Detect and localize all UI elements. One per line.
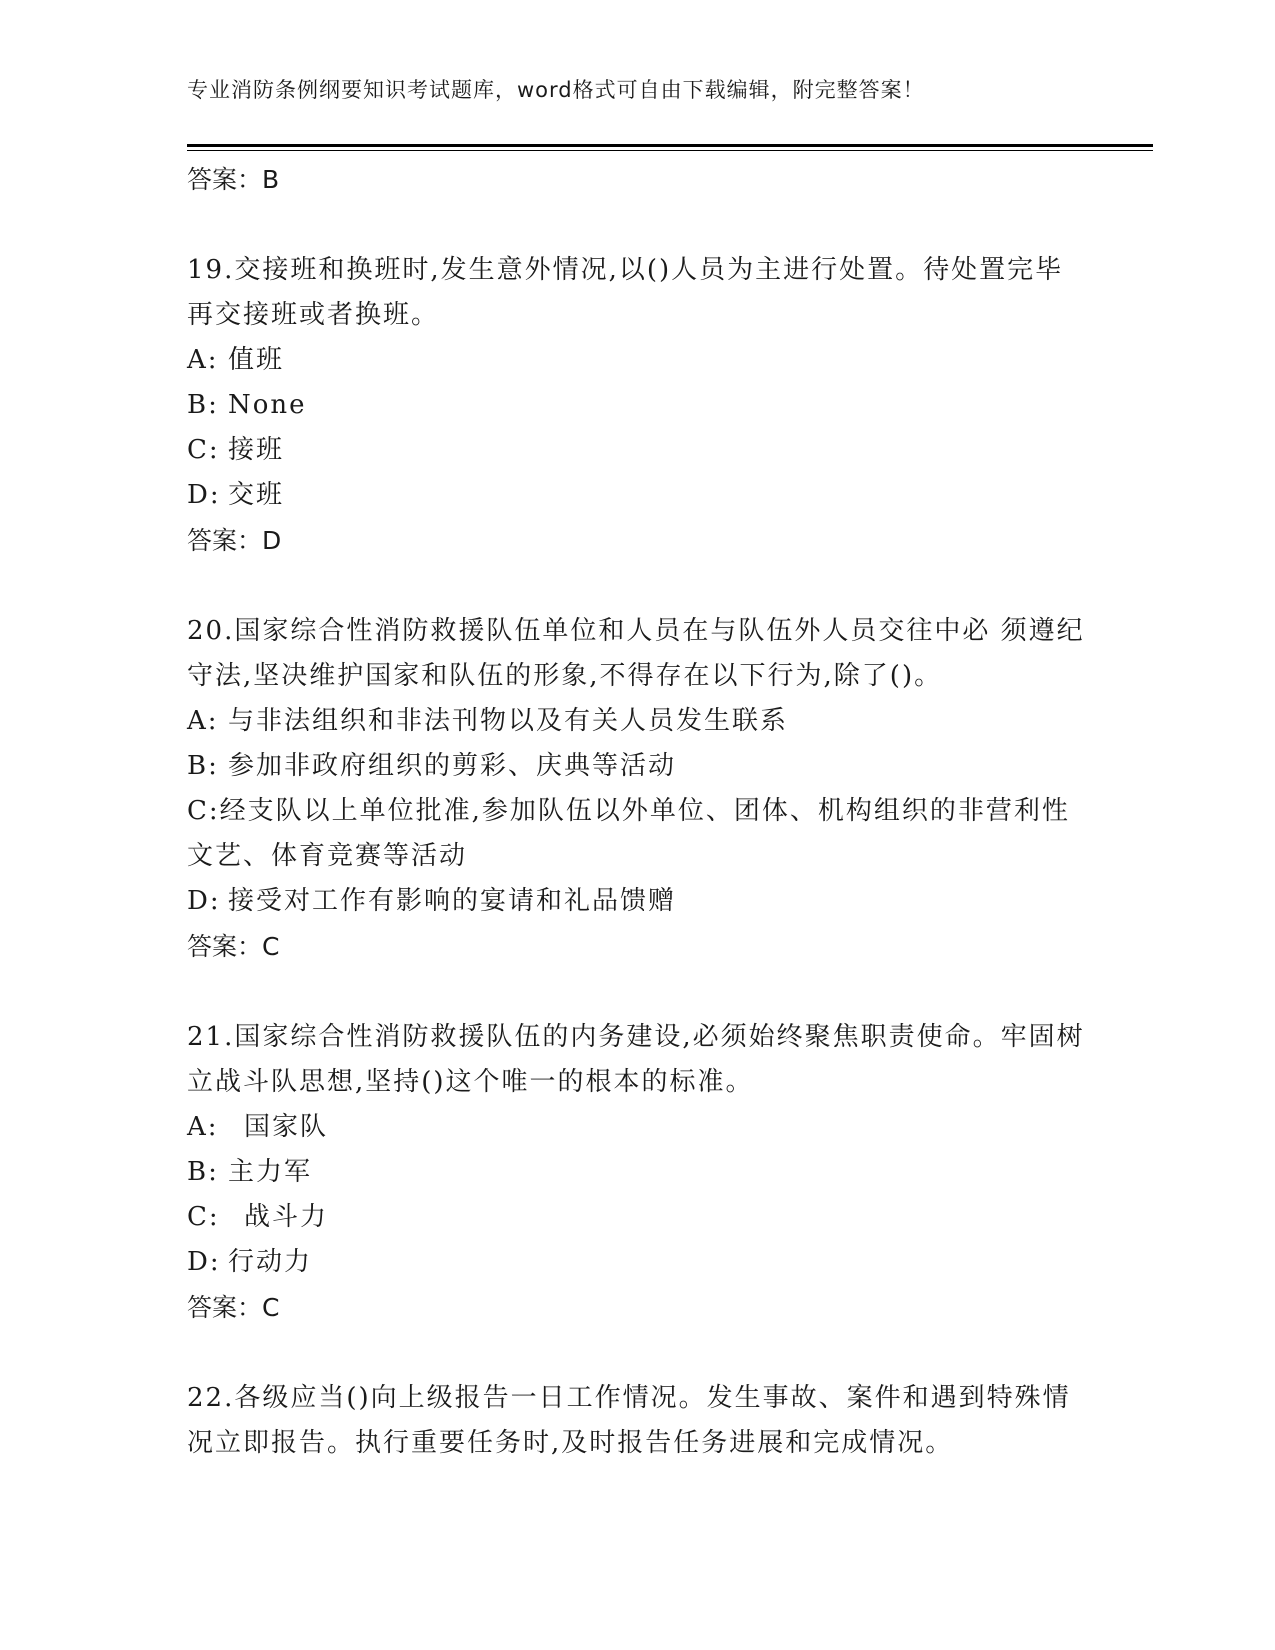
option-text: 接受对工作有影响的宴请和礼品馈赠 [228,886,677,916]
question-block [187,248,1087,563]
option-key: C: [187,435,220,465]
question-stem: 20.国家综合性消防救援队伍单位和人员在与队伍外人员交往中必 须遵纪守法,坚决维护国家和队伍的形象,不得存在以下行为,除了()。 [187,616,1085,691]
option-d [187,1240,1087,1285]
answer-line [187,157,1087,202]
answer-prefix: 答案： [187,1293,263,1322]
answer-prefix: 答案： [187,932,263,961]
spacer [187,202,1087,248]
option-key: C: [187,796,220,826]
option-key: D: [187,1247,221,1277]
answer-line [187,924,1087,969]
option-b [187,744,1087,789]
spacer [187,1330,1087,1376]
option-b [187,1150,1087,1195]
option-text: 与非法组织和非法刊物以及有关人员发生联系 [228,706,789,736]
option-key: D: [187,480,221,510]
option-d [187,879,1087,924]
option-text: 交班 [228,480,285,510]
option-c [187,789,1087,879]
option-key: B: [187,1157,219,1187]
option-text: 主力军 [228,1157,313,1187]
option-text: 战斗力 [244,1202,329,1232]
answer-prefix: 答案： [187,165,263,194]
page-header: 专业消防条例纲要知识考试题库，word格式可自由下载编辑，附完整答案！ [187,78,925,102]
header-rule-thin [187,150,1153,151]
option-key: A: [187,1112,219,1142]
option-a [187,699,1087,744]
option-text: 值班 [228,345,285,375]
option-text: None [228,390,307,420]
option-key: C: [187,1202,220,1232]
option-key: B: [187,390,219,420]
option-text: 国家队 [244,1112,329,1142]
answer-value: C [262,932,280,961]
question-block [187,609,1087,969]
spacer [187,563,1087,609]
spacer [187,969,1087,1015]
header-rule-thick [187,144,1153,147]
option-c [187,428,1087,473]
question-stem: 21.国家综合性消防救援队伍的内务建设,必须始终聚焦职责使命。牢固树立战斗队思想,坚持()这个唯一的根本的标准。 [187,1022,1085,1097]
question-stem: 22.各级应当()向上级报告一日工作情况。发生事故、案件和遇到特殊情况立即报告。执行重要任务时,及时报告任务进展和完成情况。 [187,1383,1071,1458]
question-stem: 19.交接班和换班时,发生意外情况,以()人员为主进行处置。待处置完毕再交接班或者换班。 [187,255,1064,330]
option-text: 行动力 [228,1247,313,1277]
option-key: D: [187,886,221,916]
answer-prefix: 答案： [187,526,263,555]
question-block [187,1015,1087,1330]
question-block [187,1376,1087,1466]
answer-value: D [262,526,282,555]
answer-line [187,1285,1087,1330]
option-key: B: [187,751,219,781]
option-text: 参加非政府组织的剪彩、庆典等活动 [228,751,677,781]
option-b [187,383,1087,428]
document-content [187,157,1087,1466]
option-text: 接班 [228,435,285,465]
option-a [187,1105,1087,1150]
option-key: A: [187,706,219,736]
option-c [187,1195,1087,1240]
option-d [187,473,1087,518]
answer-value: C [262,1293,280,1322]
answer-value: B [262,165,280,194]
answer-line [187,518,1087,563]
option-a [187,338,1087,383]
option-text: 经支队以上单位批准,参加队伍以外单位、团体、机构组织的非营利性文艺、体育竞赛等活动 [187,796,1070,871]
option-key: A: [187,345,219,375]
